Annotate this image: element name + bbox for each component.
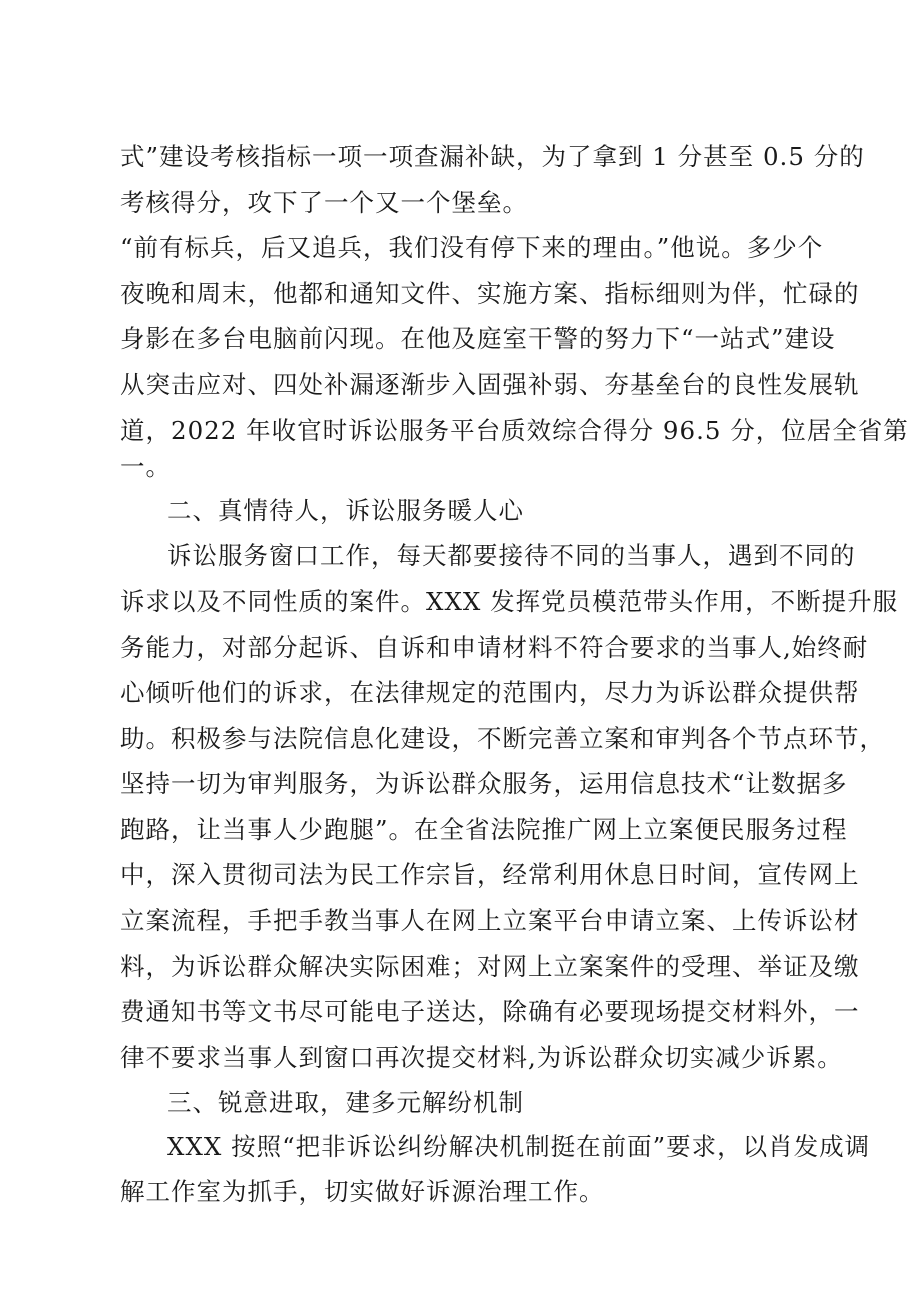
paragraph-line: 立案流程，手把手教当事人在网上立案平台申请立案、上传诉讼材 bbox=[120, 906, 860, 935]
paragraph-line: 中，深入贯彻司法为民工作宗旨，经常利用休息日时间，宣传网上 bbox=[120, 860, 860, 889]
paragraph-line: 一。 bbox=[120, 452, 171, 481]
paragraph-line: 式”建设考核指标一项一项查漏补缺，为了拿到 1 分甚至 0.5 分的 bbox=[120, 142, 865, 171]
paragraph-line: 诉求以及不同性质的案件。XXX 发挥党员模范带头作用，不断提升服 bbox=[120, 587, 899, 616]
paragraph-line: 料，为诉讼群众解决实际困难；对网上立案案件的受理、举证及缴 bbox=[120, 952, 860, 981]
paragraph-line: 诉讼服务窗口工作，每天都要接待不同的当事人，遇到不同的 bbox=[167, 541, 856, 570]
paragraph-line: 坚持一切为审判服务，为诉讼群众服务，运用信息技术“让数据多 bbox=[120, 769, 848, 798]
paragraph-line: 夜晚和周末，他都和通知文件、实施方案、指标细则为伴，忙碌的 bbox=[120, 279, 860, 308]
paragraph-line: XXX 按照“把非诉讼纠纷解决机制挺在前面”要求，以肖发成调 bbox=[167, 1132, 871, 1161]
section-heading: 三、锐意进取，建多元解纷机制 bbox=[167, 1088, 524, 1117]
paragraph-line: 助。积极参与法院信息化建设，不断完善立案和审判各个节点环节， bbox=[120, 724, 885, 753]
paragraph-line: 从突击应对、四处补漏逐渐步入固强补弱、夯基垒台的良性发展轨 bbox=[120, 370, 860, 399]
paragraph-line: 身影在多台电脑前闪现。在他及庭室干警的努力下“一站式”建设 bbox=[120, 324, 836, 353]
paragraph-line: 道，2022 年收官时诉讼服务平台质效综合得分 96.5 分，位居全省第 bbox=[120, 416, 909, 445]
section-heading: 二、真情待人，诉讼服务暖人心 bbox=[167, 496, 524, 525]
paragraph-line: 跑路，让当事人少跑腿”。在全省法院推广网上立案便民服务过程 bbox=[120, 815, 848, 844]
paragraph-line: 解工作室为抓手，切实做好诉源治理工作。 bbox=[120, 1177, 605, 1206]
paragraph-line: 费通知书等文书尽可能电子送达，除确有必要现场提交材料外，一 bbox=[120, 997, 860, 1026]
paragraph-line: 考核得分，攻下了一个又一个堡垒。 bbox=[120, 188, 528, 217]
paragraph-line: 务能力，对部分起诉、自诉和申请材料不符合要求的当事人,始终耐 bbox=[120, 633, 869, 662]
paragraph-line: 心倾听他们的诉求，在法律规定的范围内，尽力为诉讼群众提供帮 bbox=[120, 678, 860, 707]
paragraph-line: “前有标兵，后又追兵，我们没有停下来的理由。”他说。多少个 bbox=[120, 233, 824, 262]
paragraph-line: 律不要求当事人到窗口再次提交材料,为诉讼群众切实减少诉累。 bbox=[120, 1043, 843, 1072]
